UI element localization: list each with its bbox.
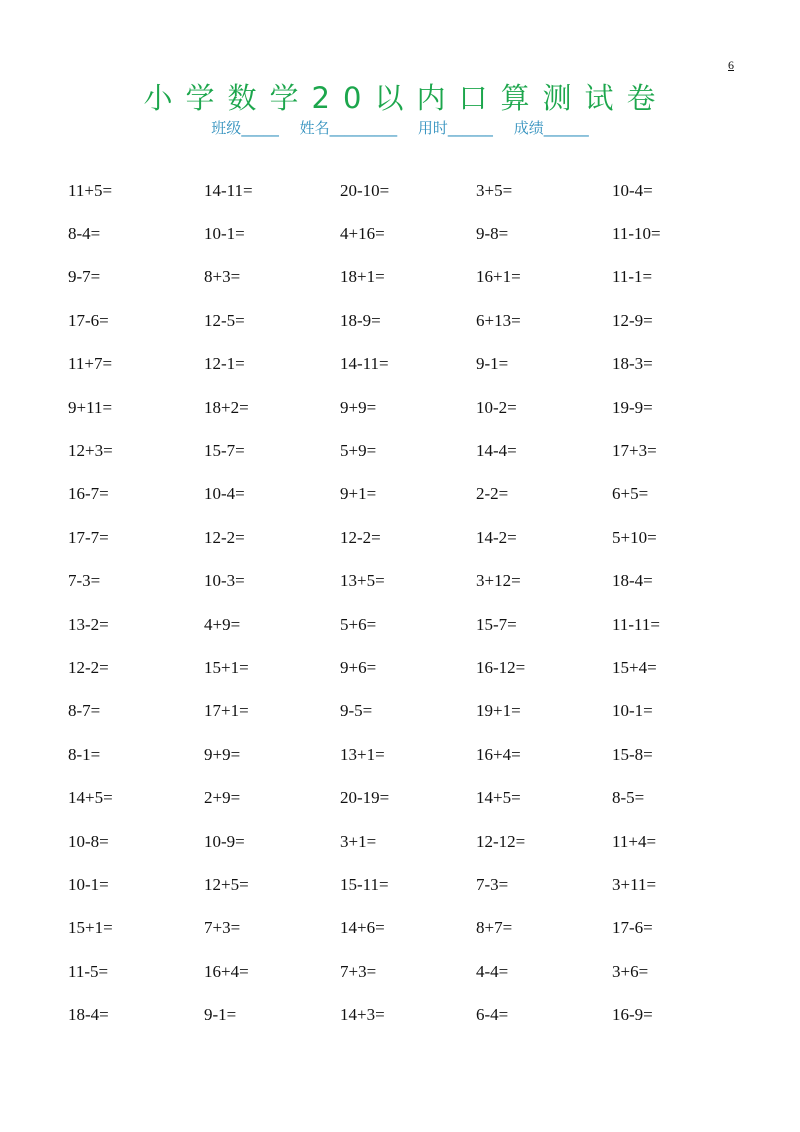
problem-item: 19+1= [476,701,521,721]
problem-item: 9-1= [204,1005,237,1025]
info-field-name [300,117,398,138]
problem-item: 18+1= [340,267,385,287]
problem-item: 11-5= [68,961,109,981]
problem-item: 19-9= [612,397,653,417]
problem-item: 18-4= [68,1005,109,1025]
problem-item: 17-7= [68,527,109,547]
problem-item: 8+3= [204,267,241,287]
info-blank: ______ [447,119,493,137]
problem-item: 11+5= [68,180,113,200]
problem-item: 9+1= [340,484,377,504]
problem-row [68,733,748,776]
info-field-time [418,117,493,138]
problem-row [68,993,748,1036]
problem-item: 14-4= [476,441,517,461]
problem-item: 14+5= [476,788,521,808]
problem-row [68,516,748,559]
problem-item: 18-4= [612,571,653,591]
problem-item: 10-1= [612,701,653,721]
problem-item: 10-4= [204,484,245,504]
problem-row [68,603,748,646]
problem-item: 16-7= [68,484,109,504]
info-field-class [211,117,279,138]
problem-item: 14-11= [204,180,253,200]
problem-item: 9+9= [340,397,377,417]
problem-item: 15-8= [612,744,653,764]
problem-item: 16+1= [476,267,521,287]
info-blank: _________ [329,119,398,137]
problem-item: 3+5= [476,180,513,200]
problem-item: 20-19= [340,788,390,808]
problem-item: 16-12= [476,657,526,677]
problem-item: 13-2= [68,614,109,634]
problem-item: 15+1= [68,918,113,938]
problem-row [68,820,748,863]
problem-item: 17+3= [612,441,657,461]
problem-item: 9-8= [476,224,509,244]
problem-item: 15-7= [204,441,245,461]
problem-item: 10-1= [68,874,109,894]
problem-item: 8-4= [68,224,101,244]
problem-item: 17-6= [68,310,109,330]
problem-item: 6-4= [476,1005,509,1025]
problem-row [68,646,748,689]
info-blank: _____ [241,119,279,137]
problem-row [68,429,748,472]
problem-item: 18+2= [204,397,249,417]
problem-item: 14-2= [476,527,517,547]
info-label: 用时 [417,119,448,137]
info-label: 成绩 [513,119,544,137]
problem-item: 18-9= [340,310,381,330]
problem-item: 11+7= [68,354,113,374]
problem-item: 11-10= [612,224,661,244]
problem-row [68,386,748,429]
problem-item: 8+7= [476,918,513,938]
problem-item: 18-3= [612,354,653,374]
problem-item: 8-1= [68,744,101,764]
problem-item: 15-11= [340,874,389,894]
problem-item: 11+4= [612,831,657,851]
problem-item: 12+3= [68,441,113,461]
problem-row [68,212,748,255]
problem-item: 12-9= [612,310,653,330]
problem-row [68,299,748,342]
problem-item: 9-7= [68,267,101,287]
problem-item: 8-7= [68,701,101,721]
problem-item: 15+1= [204,657,249,677]
problem-item: 9-5= [340,701,373,721]
page-number: 6 [728,58,734,72]
problem-item: 7+3= [204,918,241,938]
problem-row [68,863,748,906]
problem-item: 16-9= [612,1005,653,1025]
problem-item: 15+4= [612,657,657,677]
problem-item: 12-2= [340,527,381,547]
problem-item: 16+4= [204,961,249,981]
problem-item: 13+5= [340,571,385,591]
student-info-line [0,117,800,138]
problem-item: 17-6= [612,918,653,938]
problem-item: 13+1= [340,744,385,764]
problem-item: 6+5= [612,484,649,504]
problem-item: 16+4= [476,744,521,764]
problem-item: 3+1= [340,831,377,851]
problem-item: 10-1= [204,224,245,244]
problem-item: 4-4= [476,961,509,981]
problem-item: 10-8= [68,831,109,851]
problem-item: 12+5= [204,874,249,894]
problem-item: 9+11= [68,397,113,417]
problem-item: 10-9= [204,831,245,851]
problem-item: 12-2= [204,527,245,547]
problem-row [68,343,748,386]
problem-item: 14-11= [340,354,389,374]
problem-item: 3+6= [612,961,649,981]
problem-item: 7-3= [476,874,509,894]
problem-item: 3+11= [612,874,657,894]
problem-item: 9+9= [204,744,241,764]
problem-item: 7+3= [340,961,377,981]
problem-item: 2+9= [204,788,241,808]
page-title: 小学数学20以内口算测试卷 [143,81,669,115]
problem-item: 10-3= [204,571,245,591]
problem-item: 9+6= [340,657,377,677]
problem-item: 12-12= [476,831,526,851]
problem-item: 4+9= [204,614,241,634]
problem-item: 8-5= [612,788,645,808]
problem-item: 14+6= [340,918,385,938]
problem-item: 5+6= [340,614,377,634]
problem-item: 5+9= [340,441,377,461]
problem-item: 3+12= [476,571,521,591]
problem-item: 9-1= [476,354,509,374]
problem-item: 17+1= [204,701,249,721]
info-label: 姓名 [299,119,330,137]
problem-item: 10-4= [612,180,653,200]
problem-item: 12-5= [204,310,245,330]
problem-row [68,169,748,212]
problem-item: 5+10= [612,527,657,547]
problem-item: 12-1= [204,354,245,374]
problem-item: 15-7= [476,614,517,634]
problem-item: 14+5= [68,788,113,808]
problem-item: 7-3= [68,571,101,591]
problem-row [68,907,748,950]
problem-item: 10-2= [476,397,517,417]
problem-item: 20-10= [340,180,390,200]
problem-row [68,690,748,733]
problem-item: 12-2= [68,657,109,677]
problem-row [68,776,748,819]
info-label: 班级 [211,119,242,137]
problem-row [68,560,748,603]
problem-item: 2-2= [476,484,509,504]
problem-row [68,473,748,516]
problem-item: 6+13= [476,310,521,330]
info-field-score [514,117,589,138]
problem-grid [68,169,748,1037]
problem-item: 11-11= [612,614,660,634]
info-blank: ______ [543,119,589,137]
problem-item: 4+16= [340,224,385,244]
problem-row [68,256,748,299]
problem-item: 14+3= [340,1005,385,1025]
problem-row [68,950,748,993]
problem-item: 11-1= [612,267,653,287]
